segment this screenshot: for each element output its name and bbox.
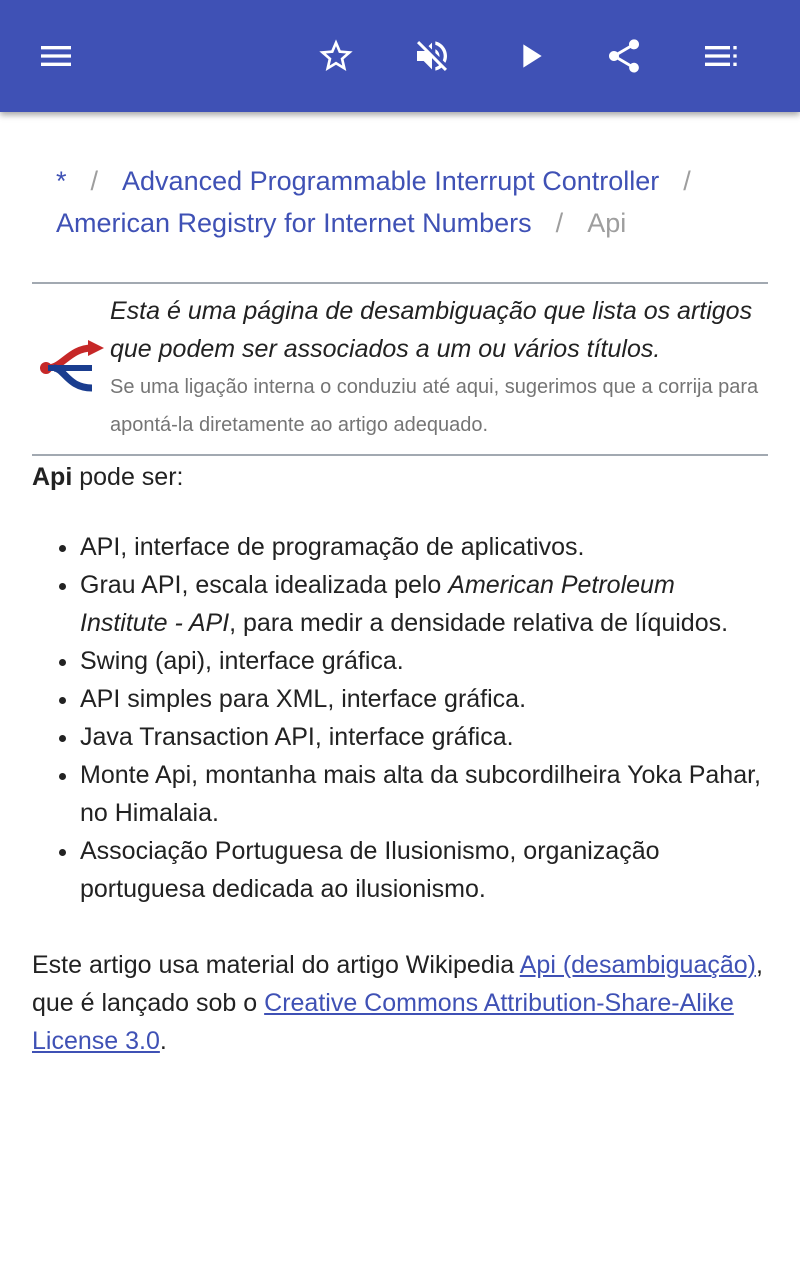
list-item-text[interactable]: Monte Api, montanha mais alta da subcordilheira Yoka Pahar, no Himalaia. [80, 761, 761, 827]
share-icon [604, 36, 644, 76]
license-link[interactable]: Creative Commons Attribution-Share-Alike License 3.0 [32, 989, 734, 1055]
list-item-text: , para medir a densidade relativa de líquidos. [229, 609, 729, 637]
play-button[interactable] [502, 28, 558, 84]
disambiguation-notice [32, 282, 768, 456]
app-toolbar [0, 0, 800, 112]
list-item [80, 528, 768, 566]
intro-text [32, 458, 768, 496]
list-item [80, 756, 768, 832]
list-item [80, 718, 768, 756]
meanings-list [32, 528, 768, 908]
list-item-text[interactable]: Swing (api), interface gráfica. [80, 647, 404, 675]
breadcrumb-link-apic[interactable]: Advanced Programmable Interrupt Controller [122, 166, 660, 196]
list-item-text[interactable]: API, interface de programação de aplicativos. [80, 533, 585, 561]
intro-term: Api [32, 463, 73, 491]
breadcrumb-separator: / [90, 166, 99, 196]
menu-icon [36, 36, 76, 76]
disambiguation-message: Esta é uma página de desambiguação que lista os artigos que podem ser associados a um ou vários títulos. [110, 297, 753, 363]
share-button[interactable] [596, 28, 652, 84]
list-item [80, 642, 768, 680]
volume-off-icon [412, 36, 452, 76]
list-item-text[interactable]: Grau API, escala idealizada pelo [80, 571, 449, 599]
list-item-emphasis: American Petroleum Institute - API [80, 571, 675, 637]
breadcrumb-separator: / [683, 166, 691, 196]
list-icon [700, 36, 740, 76]
play-icon [510, 36, 550, 76]
attribution-prefix: Este artigo usa material do artigo Wikipedia [32, 951, 520, 979]
article-content [32, 160, 768, 1085]
list-item-text[interactable]: Associação Portuguesa de Ilusionismo, organização portuguesa dedicada ao ilusionismo. [80, 837, 660, 903]
breadcrumb-current: Api [587, 208, 627, 238]
attribution-suffix: . [159, 1027, 167, 1055]
star-icon [316, 36, 356, 76]
list-item [80, 680, 768, 718]
intro-rest: pode ser: [72, 463, 184, 491]
breadcrumb-separator: / [555, 208, 564, 238]
list-item-text[interactable]: Java Transaction API, interface gráfica. [80, 723, 514, 751]
wikipedia-source-link[interactable]: Api (desambiguação) [519, 951, 756, 979]
list-item-text[interactable]: API simples para XML, interface gráfica. [80, 685, 527, 713]
attribution-middle: , que é lançado sob o [32, 951, 763, 1017]
menu-button[interactable] [28, 28, 84, 84]
breadcrumb-link-arin[interactable]: American Registry for Internet Numbers [56, 208, 532, 238]
disambiguation-hint: Se uma ligação interna o conduziu até aqui, sugerimos que a corrija para apontá-la diretamente ao artigo adequado. [110, 376, 759, 436]
attribution-text [32, 946, 768, 1060]
contents-button[interactable] [692, 28, 748, 84]
mute-button[interactable] [404, 28, 460, 84]
list-item [80, 566, 768, 642]
breadcrumb [32, 160, 768, 244]
breadcrumb-root-link[interactable]: * [56, 166, 67, 196]
disambiguation-icon [32, 292, 110, 444]
bookmark-button[interactable] [308, 28, 364, 84]
list-item [80, 832, 768, 908]
